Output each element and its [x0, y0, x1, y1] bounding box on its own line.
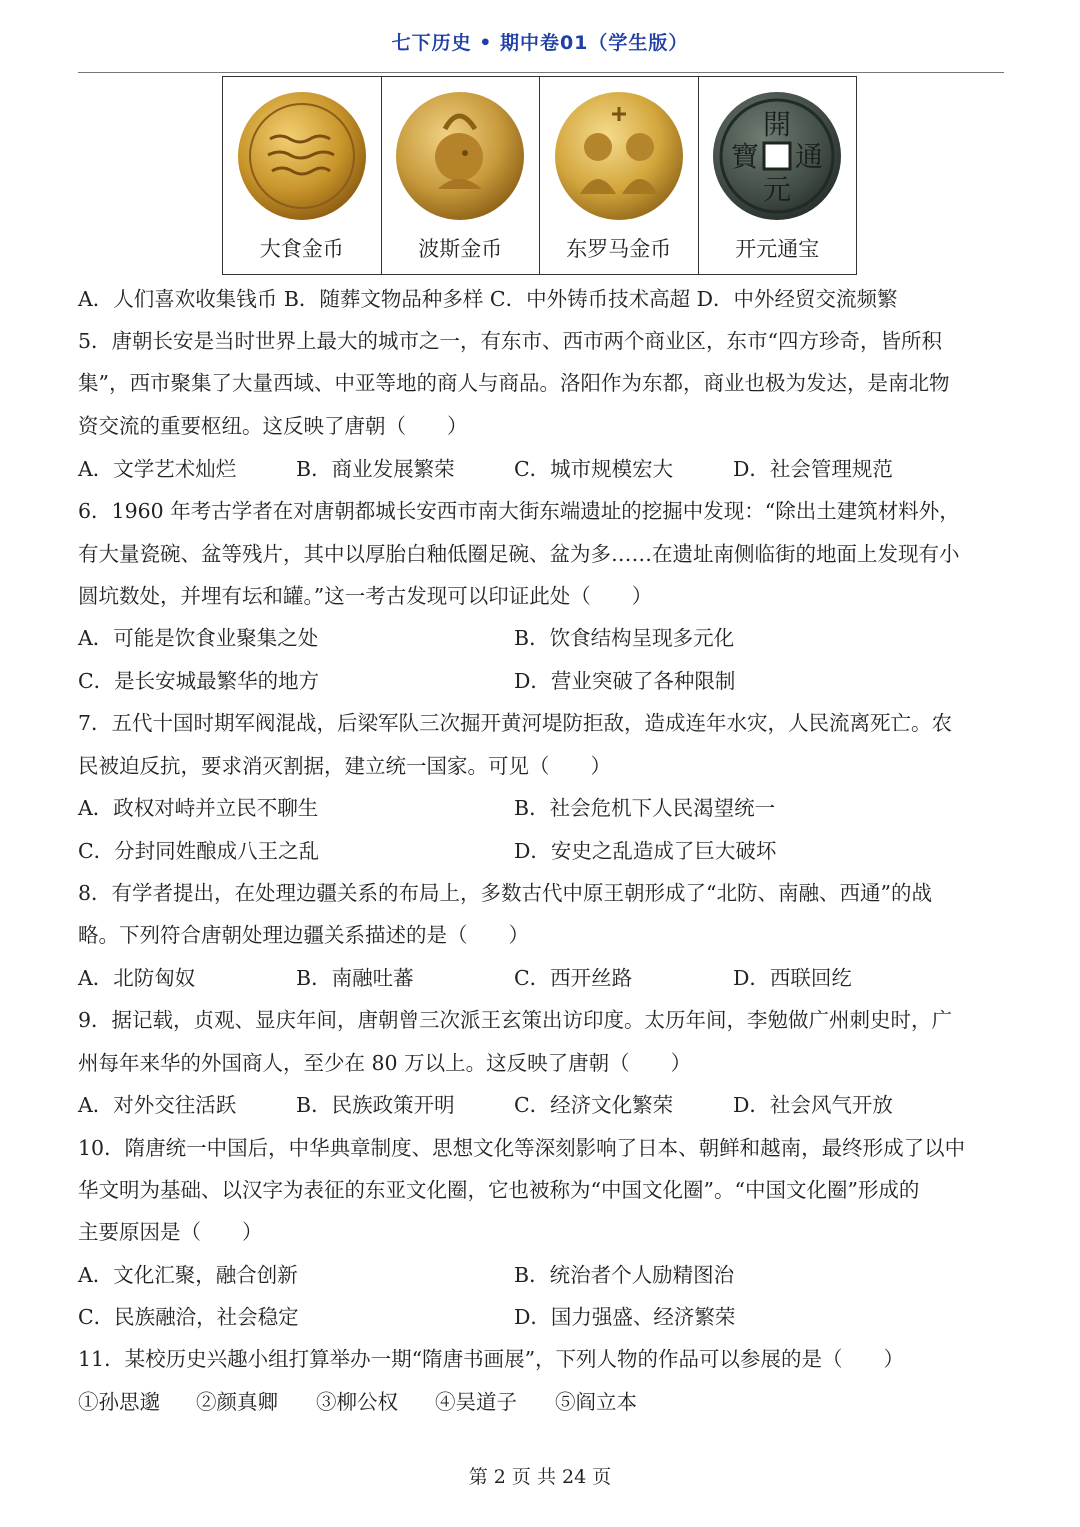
q6-option-c[interactable]: C．是长安城最繁华的地方 — [78, 669, 320, 693]
q11-text-line: 11．某校历史兴趣小组打算举办一期“隋唐书画展”，下列人物的作品可以参展的是（ ） — [78, 1347, 905, 1371]
coin-cell-bosi — [382, 77, 541, 274]
q7-option-c[interactable]: C．分封同姓酿成八王之乱 — [78, 839, 320, 863]
q7-option-b[interactable]: B．社会危机下人民渴望统一 — [514, 796, 776, 820]
q6-text-line: 圆坑数处，并埋有坛和罐。”这一考古发现可以印证此处（ ） — [78, 584, 653, 608]
q4-options: A．人们喜欢收集钱币 B．随葬文物品种多样 C．中外铸币技术高超 D．中外经贸交流频繁 — [78, 287, 898, 311]
kaiyuan-char: 元 — [763, 173, 792, 206]
coin-figure-table — [222, 76, 857, 275]
q5-text-line: 5．唐朝长安是当时世界上最大的城市之一，有东市、西市两个商业区，东市“四方珍奇，皆所积 — [78, 329, 943, 353]
q8-option-d[interactable]: D．西联回纥 — [733, 966, 852, 990]
page-header-title: 七下历史 • 期中卷01（学生版） — [391, 32, 689, 54]
q9-option-c[interactable]: C．经济文化繁荣 — [514, 1093, 674, 1117]
q11-item: ①孙思邈 — [78, 1390, 160, 1414]
q8-option-a[interactable]: A．北防匈奴 — [78, 966, 196, 990]
coin-cell-dongluoma — [540, 77, 699, 274]
q6-text-line: 6．1960 年考古学者在对唐朝都城长安西市南大街东端遗址的挖掘中发现：“除出土建筑材料外， — [78, 499, 960, 523]
q8-text-line: 8．有学者提出，在处理边疆关系的布局上，多数古代中原王朝形成了“北防、南融、西通”的战 — [78, 881, 933, 905]
coin-cell-dashi — [223, 77, 382, 274]
q11-item: ③柳公权 — [316, 1390, 398, 1414]
q6-option-a[interactable]: A．可能是饮食业聚集之处 — [78, 626, 319, 650]
header-divider — [78, 72, 1004, 73]
q5-option-c[interactable]: C．城市规模宏大 — [514, 457, 674, 481]
q10-text-line: 10．隋唐统一中国后，中华典章制度、思想文化等深刻影响了日本、朝鲜和越南，最终形成了以中 — [78, 1136, 966, 1160]
q8-option-c[interactable]: C．西开丝路 — [514, 966, 633, 990]
q9-text-line: 州每年来华的外国商人，至少在 80 万以上。这反映了唐朝（ ） — [78, 1051, 692, 1075]
q7-text-line: 民被迫反抗，要求消灭割据，建立统一国家。可见（ ） — [78, 754, 611, 778]
kaiyuan-char: 寶 — [731, 140, 760, 173]
q8-text-line: 略。下列符合唐朝处理边疆关系描述的是（ ） — [78, 923, 529, 947]
q5-text-line: 资交流的重要枢纽。这反映了唐朝（ ） — [78, 414, 468, 438]
q5-text-line: 集”，西市聚集了大量西域、中亚等地的商人与商品。洛阳作为东都，商业也极为发达，是南北物 — [78, 371, 950, 395]
q10-text-line: 华文明为基础、以汉字为表征的东亚文化圈，它也被称为“中国文化圈”。“中国文化圈”形成的 — [78, 1178, 920, 1202]
q7-text-line: 7．五代十国时期军阀混战，后梁军队三次掘开黄河堤防拒敌，造成连年水灾，人民流离死亡。农 — [78, 711, 953, 735]
q10-text-line: 主要原因是（ ） — [78, 1220, 263, 1244]
q9-text-line: 9．据记载，贞观、显庆年间，唐朝曾三次派王玄策出访印度。太历年间，李勉做广州刺史时，广 — [78, 1008, 953, 1032]
q6-text-line: 有大量瓷碗、盆等残片，其中以厚胎白釉低圈足碗、盆为多……在遗址南侧临街的地面上发现有小 — [78, 542, 960, 566]
q10-option-a[interactable]: A．文化汇聚，融合创新 — [78, 1263, 298, 1287]
coin-cell-kaiyuan — [699, 77, 857, 274]
q9-option-b[interactable]: B．民族政策开明 — [296, 1093, 455, 1117]
q5-option-b[interactable]: B．商业发展繁荣 — [296, 457, 455, 481]
q11-item: ②颜真卿 — [196, 1390, 278, 1414]
q6-option-b[interactable]: B．饮食结构呈现多元化 — [514, 626, 735, 650]
coin-label: 东罗马金币 — [566, 237, 672, 261]
q7-option-a[interactable]: A．政权对峙并立民不聊生 — [78, 796, 319, 820]
byzantine-coin-icon — [552, 89, 686, 223]
dinar-coin-icon — [235, 89, 369, 223]
coin-label: 波斯金币 — [418, 237, 503, 261]
q7-option-d[interactable]: D．安史之乱造成了巨大破坏 — [514, 839, 777, 863]
q9-option-d[interactable]: D．社会风气开放 — [733, 1093, 893, 1117]
coin-label: 开元通宝 — [735, 237, 820, 261]
kaiyuan-tongbao-icon — [710, 89, 844, 223]
q6-option-d[interactable]: D．营业突破了各种限制 — [514, 669, 736, 693]
q8-option-b[interactable]: B．南融吐蕃 — [296, 966, 414, 990]
q11-item: ⑤阎立本 — [555, 1390, 637, 1414]
q9-option-a[interactable]: A．对外交往活跃 — [78, 1093, 237, 1117]
q10-option-c[interactable]: C．民族融洽，社会稳定 — [78, 1305, 299, 1329]
page-number: 第 2 页 共 24 页 — [468, 1466, 612, 1488]
sasanian-coin-icon — [393, 89, 527, 223]
kaiyuan-char: 開 — [763, 108, 792, 141]
kaiyuan-char: 通 — [795, 140, 824, 173]
q10-option-d[interactable]: D．国力强盛、经济繁荣 — [514, 1305, 736, 1329]
q5-option-a[interactable]: A．文学艺术灿烂 — [78, 457, 237, 481]
q11-item: ④吴道子 — [435, 1390, 517, 1414]
q5-option-d[interactable]: D．社会管理规范 — [733, 457, 893, 481]
q10-option-b[interactable]: B．统治者个人励精图治 — [514, 1263, 735, 1287]
coin-label: 大食金币 — [259, 237, 344, 261]
